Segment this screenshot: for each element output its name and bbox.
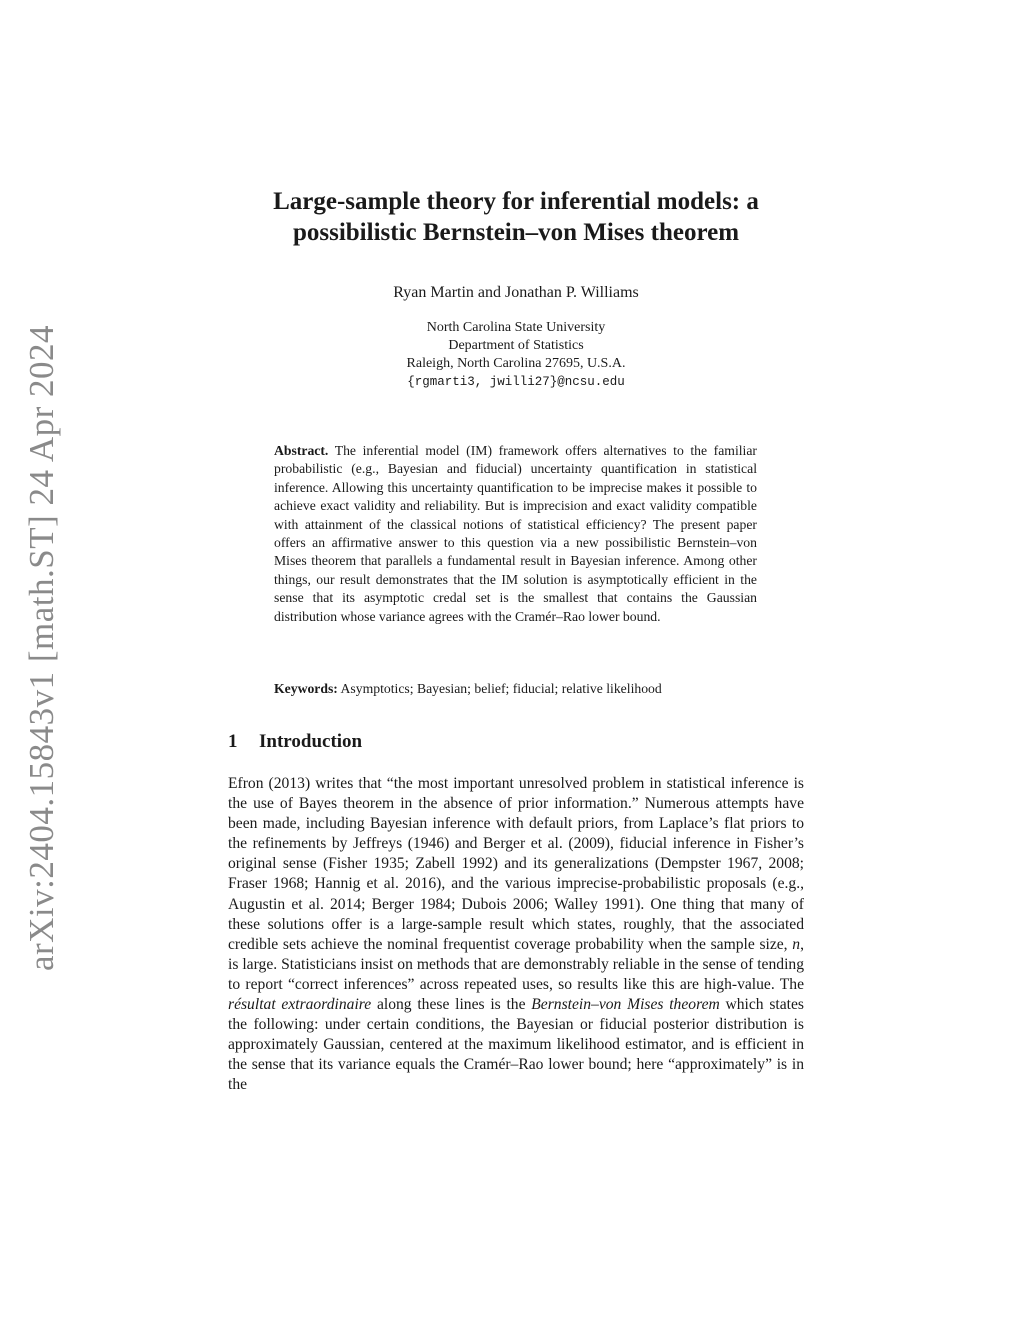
title-line-2: possibilistic Bernstein–von Mises theorem [292,219,740,246]
keywords-label: Keywords: [274,681,338,696]
intro-math-n: n [792,935,801,953]
affiliation-department: Department of Statistics [448,338,584,353]
abstract-text: The inferential model (IM) framework offers alternatives to the familiar probabilistic (e.g., Bayesian and fiducial) uncertainty quantification in statistical inference. Allowing this uncertainty quantification to be imprecise makes it possible to achieve exact validity and reliability. But is imprecision and exact validity compatible with attainment of the classical notions of statistical efficiency? The present paper offers an affirmative answer to this question via a new possibilistic Bernstein–von Mises theorem that parallels a fundamental result in Bayesian inference. Among other things, our result demonstrates that the IM solution is asymptotically efficient in the sense that its asymptotic credal set is the smallest that contains the Gaussian distribution whose variance agrees with the Cramér–Rao lower bound. [274,443,757,624]
author-emails: {rgmarti3, jwilli27}@ncsu.edu [407,375,625,389]
affiliation [228,319,804,391]
affiliation-address: Raleigh, North Carolina 27695, U.S.A. [406,356,626,371]
intro-text-2: , is large. Statisticians insist on methods that are demonstrably reliable in the sense of tending to report “correct inferences” across repeated uses, so results like this are high-value. The [228,935,804,993]
intro-text-3: along these lines is the [371,996,532,1014]
introduction-paragraph [228,774,804,1096]
keywords-text: Asymptotics; Bayesian; belief; fiducial; relative likelihood [340,681,662,696]
intro-emphasis-bvm: Bernstein–von Mises theorem [531,996,720,1014]
intro-text-4: which states the following: under certain conditions, the Bayesian or fiducial posterior distribution is approximately Gaussian, centered at the maximum likelihood estimator, and is efficient in the sense that its variance equals the Cramér–Rao lower bound; here “approximately” is in the [228,996,804,1094]
abstract-label: Abstract. [274,443,329,458]
paper-title [228,186,804,248]
keywords [274,680,757,698]
arxiv-identifier: arXiv:2404.15843v1 [math.ST] 24 Apr 2024 [22,324,61,972]
affiliation-university: North Carolina State University [426,320,606,335]
intro-emphasis-resultat: résultat extraordinaire [228,996,372,1014]
section-heading [228,731,362,753]
authors: Ryan Martin and Jonathan P. Williams [393,284,639,301]
section-title: Introduction [259,731,363,752]
abstract [274,442,757,626]
title-line-1: Large-sample theory for inferential models: a [273,188,759,215]
intro-text-1: Efron (2013) writes that “the most important unresolved problem in statistical inference is the use of Bayes theorem in the absence of prior information.” Numerous attempts have been made, including Bayesian inference with default priors, from Laplace’s flat priors to the refinements by Jeffreys (1946) and Berger et al. (2009), fiducial inference in Fisher’s original sense (Fisher 1935; Zabell 1992) and its generalizations (Dempster 1967, 2008; Fraser 1968; Hannig et al. 2016), and the various imprecise-probabilistic proposals (e.g., Augustin et al. 2014; Berger 1984; Dubois 2006; Walley 1991). One thing that many of these solutions offer is a large-sample result which states, roughly, that the associated credible sets achieve the nominal frequentist coverage probability when the sample size, [228,775,804,953]
section-number: 1 [228,731,238,752]
